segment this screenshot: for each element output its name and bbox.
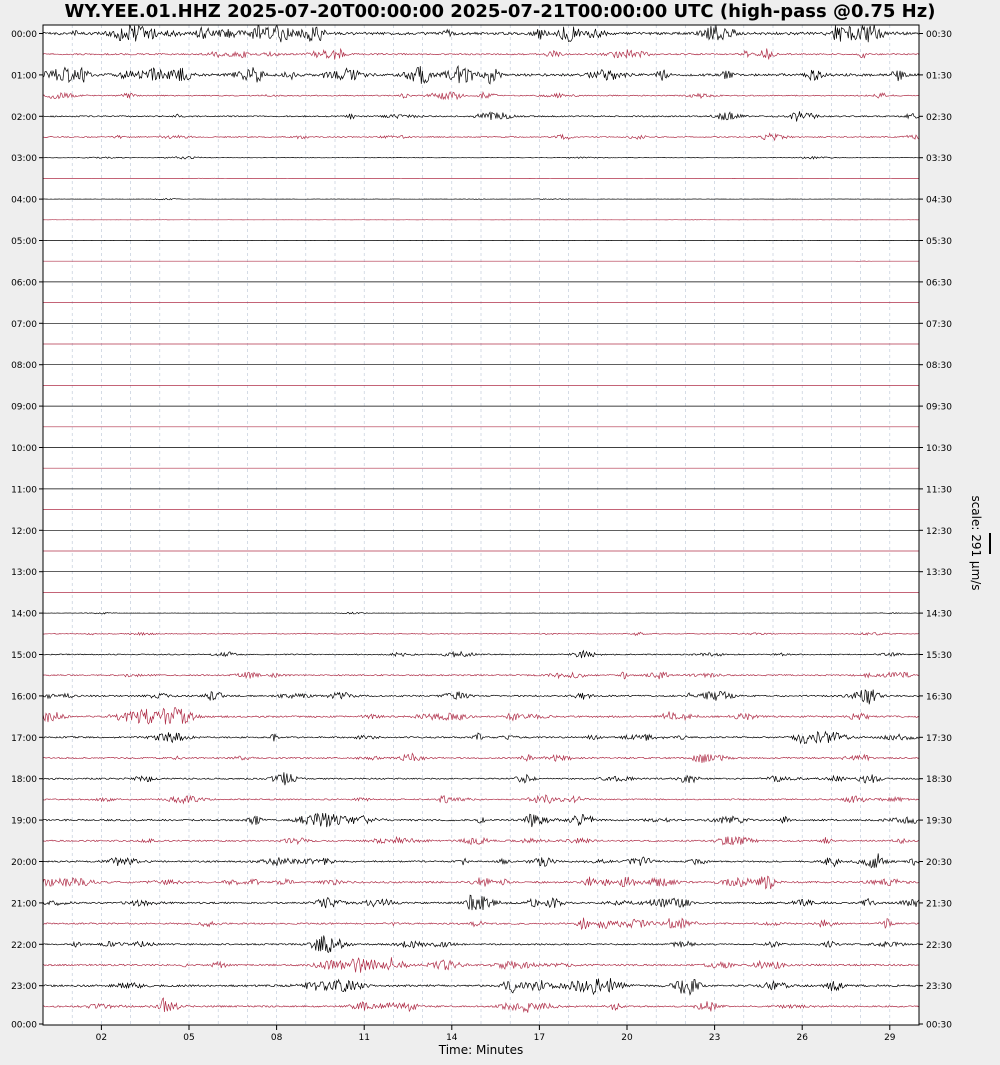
scale-bar (989, 533, 991, 554)
right-label-6: 06:30 (926, 278, 952, 289)
left-label-2: 02:00 (11, 112, 37, 123)
right-label-18: 18:30 (926, 775, 952, 786)
scale-label: scale: 291 μm/s (969, 495, 983, 591)
x-tick-label-29: 29 (884, 1033, 896, 1043)
left-label-21: 21:00 (11, 899, 37, 910)
left-label-19: 19:00 (11, 816, 37, 827)
left-label-4: 04:00 (11, 195, 37, 206)
left-label-0: 00:00 (11, 30, 37, 40)
right-label-9: 09:30 (926, 402, 952, 413)
right-label-11: 11:30 (926, 485, 952, 496)
left-label-16: 16:00 (11, 692, 37, 703)
right-label-12: 12:30 (926, 526, 952, 537)
right-label-0: 00:30 (926, 30, 952, 40)
x-tick-label-02: 02 (95, 1033, 108, 1043)
right-label-1: 01:30 (926, 71, 952, 82)
left-label-7: 07:00 (11, 319, 37, 330)
right-label-14: 14:30 (926, 609, 952, 620)
left-label-8: 08:00 (11, 361, 37, 372)
x-tick-label-26: 26 (796, 1033, 808, 1043)
x-axis-ticks (96, 1025, 896, 1043)
x-tick-label-11: 11 (358, 1033, 370, 1043)
right-label-15: 15:30 (926, 651, 952, 661)
left-label-5: 05:00 (11, 237, 37, 247)
left-hour-labels (11, 30, 43, 1031)
left-label-14: 14:00 (11, 609, 37, 620)
left-label-10: 10:00 (11, 444, 37, 454)
right-label-17: 17:30 (926, 733, 952, 744)
x-axis-label: Time: Minutes (438, 1043, 524, 1057)
x-tick-label-05: 05 (183, 1033, 195, 1043)
right-label-24: 00:30 (926, 1020, 952, 1031)
left-label-6: 06:00 (11, 278, 37, 289)
left-label-3: 03:00 (11, 154, 37, 165)
left-label-12: 12:00 (11, 526, 37, 537)
left-label-13: 13:00 (11, 568, 37, 579)
right-label-10: 10:30 (926, 444, 952, 454)
right-label-16: 16:30 (926, 692, 952, 703)
right-label-5: 05:30 (926, 237, 952, 247)
right-label-22: 22:30 (926, 940, 952, 951)
left-label-9: 09:00 (11, 402, 37, 413)
left-label-11: 11:00 (11, 485, 37, 496)
right-label-23: 23:30 (926, 982, 952, 993)
right-label-20: 20:30 (926, 858, 952, 868)
x-tick-label-17: 17 (533, 1033, 546, 1043)
right-hour-labels (919, 30, 952, 1031)
left-label-18: 18:00 (11, 775, 37, 786)
right-label-7: 07:30 (926, 319, 952, 330)
left-label-20: 20:00 (11, 858, 37, 868)
x-tick-label-08: 08 (270, 1033, 283, 1043)
left-label-1: 01:00 (11, 71, 37, 82)
x-tick-label-14: 14 (446, 1033, 458, 1043)
trace-row-10 (43, 240, 919, 241)
right-label-3: 03:30 (926, 154, 952, 165)
left-label-17: 17:00 (11, 733, 37, 744)
chart-title: WY.YEE.01.HHZ 2025-07-20T00:00:00 2025-07-21T00:00:00 UTC (high-pass @0.75 Hz) (64, 1, 936, 22)
right-label-2: 02:30 (926, 112, 952, 123)
right-label-13: 13:30 (926, 568, 952, 579)
right-label-4: 04:30 (926, 195, 952, 206)
right-label-8: 08:30 (926, 361, 952, 372)
left-label-23: 23:00 (11, 982, 37, 993)
left-label-15: 15:00 (11, 651, 37, 661)
x-tick-label-20: 20 (621, 1033, 633, 1043)
right-label-19: 19:30 (926, 816, 952, 827)
x-tick-label-23: 23 (708, 1033, 721, 1043)
left-label-22: 22:00 (11, 940, 37, 951)
right-label-21: 21:30 (926, 899, 952, 910)
left-label-24: 00:00 (11, 1020, 37, 1031)
